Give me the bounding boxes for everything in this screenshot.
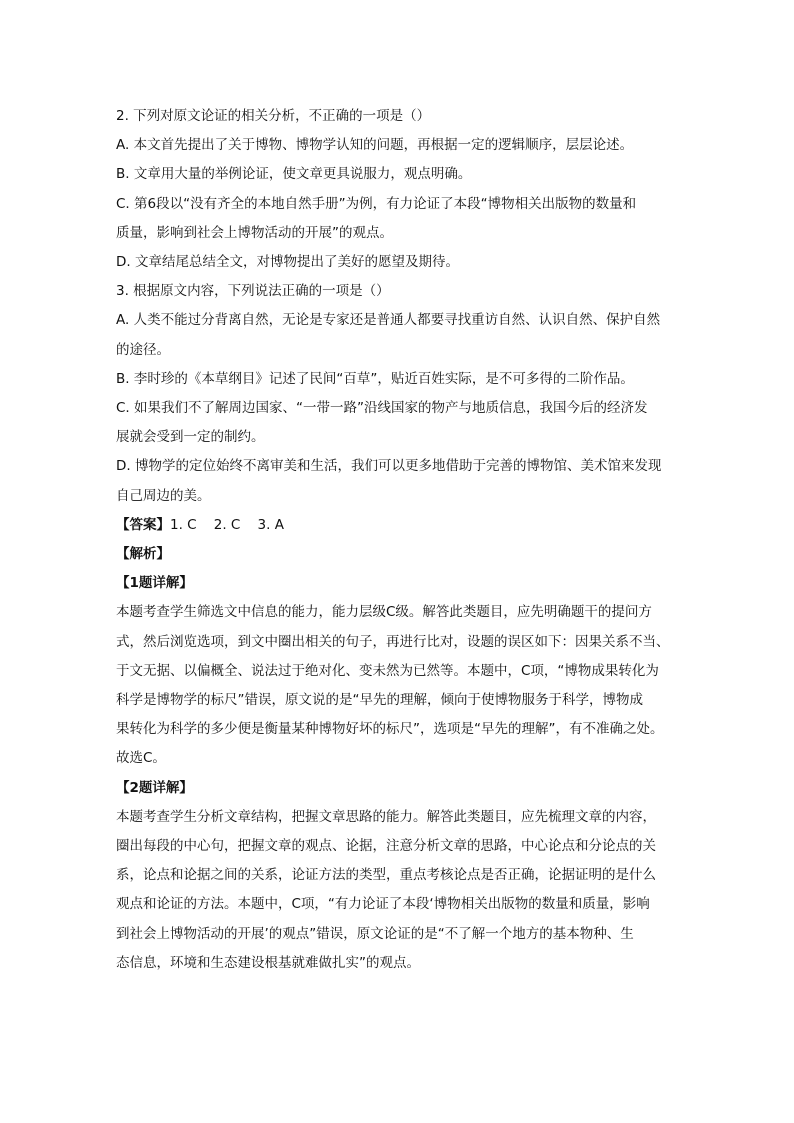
answer-label: 【答案】: [116, 516, 170, 533]
q2-option-a: A. 本文首先提出了关于博物、博物学认知的问题，再根据一定的逻辑顺序，层层论述。: [116, 137, 634, 154]
answer-row: [116, 511, 686, 540]
detail-2-label: 【2题详解】: [116, 779, 193, 796]
q3-stem: 3. 根据原文内容，下列说法正确的一项是（）: [116, 283, 390, 300]
detail-2-line: 观点和论证的方法。本题中，C项，“有力论证了本段‘博物相关出版物的数量和质量，影响: [116, 896, 650, 913]
detail-2-line: 态信息，环境和生态建设根基就难做扎实”的观点。: [116, 954, 420, 971]
detail-1-line: 本题考查学生筛选文中信息的能力，能力层级C级。解答此类题目，应先明确题干的提问方: [116, 604, 652, 621]
q3-option-a-line-2: 的途径。: [116, 341, 170, 358]
detail-1-line: 科学是博物学的标尺”错误，原文说的是“早先的理解，倾向于使博物服务于科学，博物成: [116, 692, 643, 709]
detail-2-line: 圈出每段的中心句，把握文章的观点、论据，注意分析文章的思路，中心论点和分论点的关: [116, 838, 656, 855]
q2-option-b: B. 文章用大量的举例论证，使文章更具说服力，观点明确。: [116, 166, 472, 183]
q3-option-d-line-1: D. 博物学的定位始终不离审美和生活，我们可以更多地借助于完善的博物馆、美术馆来发现: [116, 458, 662, 475]
document-body: [116, 102, 686, 978]
detail-1-line: 果转化为科学的多少便是衡量某种博物好坏的标尺”，选项是“早先的理解”，有不准确之处。: [116, 721, 664, 738]
answer-text: 1. C 2. C 3. A: [170, 516, 284, 533]
q3-option-b: B. 李时珍的《本草纲目》记述了民间“百草”，贴近百姓实际，是不可多得的二阶作品。: [116, 370, 634, 387]
detail-2-line: 系，论点和论据之间的关系，论证方法的类型，重点考核论点是否正确，论据证明的是什么: [116, 867, 656, 884]
detail-1-line: 于文无据、以偏概全、说法过于绝对化、变未然为已然等。本题中，C项，“博物成果转化为: [116, 662, 659, 679]
q2-option-d: D. 文章结尾总结全文，对博物提出了美好的愿望及期待。: [116, 254, 459, 271]
detail-1-line: 故选C。: [116, 750, 166, 767]
q2-option-c-line-1: C. 第6段以“没有齐全的本地自然手册”为例，有力论证了本段“博物相关出版物的数量和: [116, 195, 637, 212]
detail-1-label: 【1题详解】: [116, 575, 193, 592]
detail-2-line: 本题考查学生分析文章结构，把握文章思路的能力。解答此类题目，应先梳理文章的内容，: [116, 808, 656, 825]
q2-stem: 2. 下列对原文论证的相关分析，不正确的一项是（）: [116, 108, 431, 124]
detail-2-line: 到社会上博物活动的开展’的观点”错误，原文论证的是“不了解一个地方的基本物种、生: [116, 925, 634, 942]
q2-option-c-line-2: 质量，影响到社会上博物活动的开展”的观点。: [116, 224, 393, 241]
q3-option-a-line-1: A. 人类不能过分背离自然，无论是专家还是普通人都要寻找重访自然、认识自然、保护自然: [116, 312, 661, 329]
q3-option-c-line-1: C. 如果我们不了解周边国家、“一带一路”沿线国家的物产与地质信息，我国今后的经济发: [116, 400, 648, 417]
q3-option-d-line-2: 自己周边的美。: [116, 487, 211, 504]
q3-option-c-line-2: 展就会受到一定的制约。: [116, 429, 265, 446]
analysis-label: 【解析】: [116, 546, 170, 563]
detail-1-line: 式，然后浏览选项，到文中圈出相关的句子，再进行比对，设题的误区如下：因果关系不当、: [116, 633, 670, 650]
